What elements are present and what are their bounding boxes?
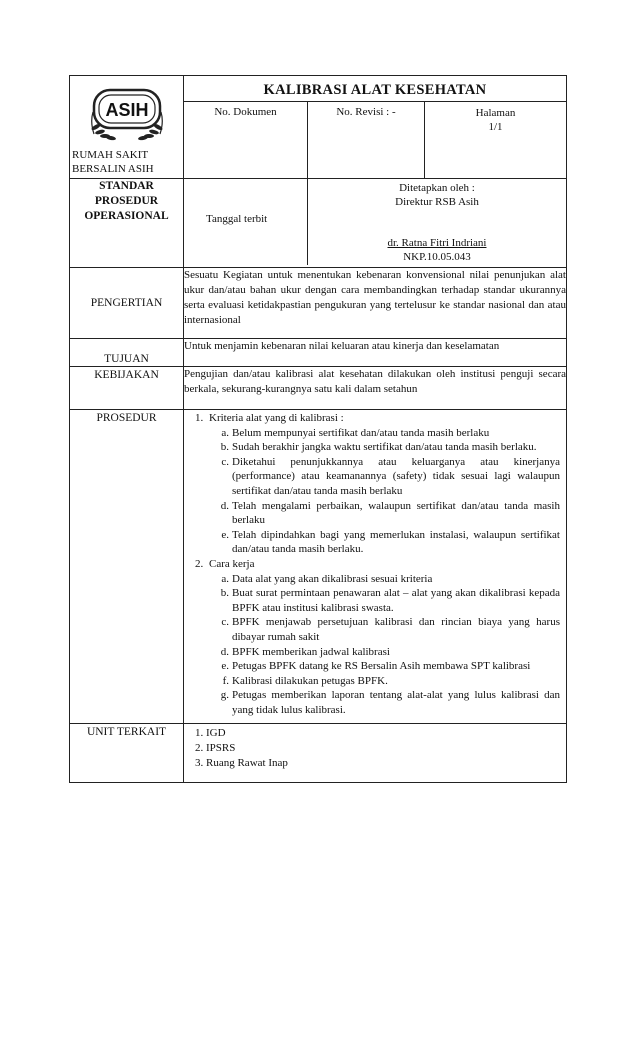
revision-label: No. Revisi : - bbox=[307, 102, 424, 178]
kebijakan-label: KEBIJAKAN bbox=[70, 367, 184, 410]
sop-table bbox=[69, 75, 567, 783]
approval-cell bbox=[184, 179, 567, 268]
tujuan-label: TUJUAN bbox=[70, 339, 184, 367]
step-item bbox=[209, 528, 560, 557]
item-marker: e. bbox=[221, 528, 229, 541]
unit-item: 2. IPSRS bbox=[206, 741, 560, 756]
issued-date-label: Tanggal terbit bbox=[206, 213, 268, 225]
svg-text:ASIH: ASIH bbox=[105, 100, 149, 120]
approval-block bbox=[307, 179, 566, 265]
item-marker: c. bbox=[221, 616, 229, 629]
item-text: Sudah berakhir jangka waktu sertifikat dan/atau tanda masih berlaku. bbox=[232, 441, 537, 454]
signer-nkp: NKP.10.05.043 bbox=[403, 251, 471, 263]
step-items bbox=[209, 572, 560, 718]
sop-label-cell bbox=[70, 179, 184, 268]
item-marker: d. bbox=[220, 645, 229, 658]
org-line-2: BERSALIN ASIH bbox=[72, 163, 154, 175]
step-item bbox=[209, 499, 560, 528]
sop-label-line-2: PROSEDUR bbox=[94, 195, 159, 207]
step-item bbox=[209, 455, 560, 499]
step-title: 2. Cara kerja bbox=[209, 557, 255, 570]
item-marker: e. bbox=[221, 660, 229, 673]
sop-label-line-3: OPERASIONAL bbox=[84, 210, 169, 222]
page-label: Halaman bbox=[475, 107, 516, 119]
step-title: 1. Kriteria alat yang di kalibrasi : bbox=[209, 412, 344, 424]
step-item bbox=[209, 572, 560, 587]
title-cell bbox=[184, 76, 567, 179]
pengertian-label: PENGERTIAN bbox=[70, 268, 184, 339]
sop-document bbox=[69, 75, 567, 783]
item-text: Belum mempunyai sertifikat dan/atau tanda masih berlaku bbox=[232, 426, 490, 439]
item-text: Diketahui penunjukkannya atau keluarganya atau kinerjanya (performance) atau keamanannya (safety) tidak sesuai lagi walaupun sertifikat dan/atau tanda masih berlaku bbox=[232, 455, 560, 497]
asih-logo-icon bbox=[84, 82, 170, 142]
hospital-name bbox=[70, 148, 183, 176]
item-marker: c. bbox=[221, 455, 229, 468]
step-item bbox=[209, 645, 560, 660]
doc-number-label: No. Dokumen bbox=[214, 106, 277, 118]
item-text: Data alat yang akan dikalibrasi sesuai kriteria bbox=[232, 572, 433, 585]
unit-list bbox=[184, 724, 566, 776]
prosedur-step bbox=[206, 411, 560, 557]
hospital-identity-cell bbox=[70, 76, 184, 179]
document-meta-row bbox=[184, 101, 566, 178]
step-item bbox=[209, 659, 560, 674]
unit-label: UNIT TERKAIT bbox=[70, 724, 184, 783]
step-item bbox=[209, 440, 560, 455]
prosedur-label: PROSEDUR bbox=[70, 410, 184, 724]
item-marker: b. bbox=[220, 587, 229, 600]
item-text: Buat surat permintaan penawaran alat – alat yang akan dikalibrasi kepada BPFK atau institusi kalibrasi swasta. bbox=[232, 587, 560, 614]
unit-item: 3. Ruang Rawat Inap bbox=[206, 756, 560, 771]
step-item bbox=[209, 688, 560, 717]
signature-block bbox=[308, 236, 566, 264]
item-marker: a. bbox=[221, 572, 229, 585]
item-text: Telah mengalami perbaikan, walaupun sertifikat dan/atau tanda masih berlaku bbox=[232, 499, 560, 527]
hospital-logo bbox=[84, 82, 170, 142]
kebijakan-text: Pengujian dan/atau kalibrasi alat kesehatan dilakukan oleh institusi penguji secara berkala, sekurang-kurangnya satu kali dalam setahun bbox=[184, 367, 567, 410]
step-item bbox=[209, 426, 560, 441]
item-marker: a. bbox=[221, 426, 229, 439]
step-items bbox=[209, 426, 560, 557]
prosedur-content bbox=[184, 410, 567, 724]
item-marker: d. bbox=[220, 499, 229, 512]
tujuan-text: Untuk menjamin kebenaran nilai keluaran atau kinerja dan keselamatan bbox=[184, 339, 567, 367]
approver-role: Direktur RSB Asih bbox=[395, 196, 479, 208]
step-item bbox=[209, 586, 560, 615]
sop-label-line-1: STANDAR bbox=[99, 180, 154, 192]
pengertian-text: Sesuatu Kegiatan untuk menentukan kebenaran konvensional nilai penunjukan alat ukur dan/atau bahan ukur dengan cara membandingkan terhadap standar ukurannya serta evaluasi ketidakpastian pengukuran yang tertelusur ke standar nasional dan atau internasional bbox=[184, 268, 567, 339]
unit-item: 1. IGD bbox=[206, 726, 560, 741]
document-title: KALIBRASI ALAT KESEHATAN bbox=[263, 82, 487, 98]
item-marker: b. bbox=[220, 441, 229, 454]
item-text: BPFK memberikan jadwal kalibrasi bbox=[232, 645, 390, 658]
prosedur-step bbox=[206, 557, 560, 718]
page-info bbox=[424, 102, 566, 178]
prosedur-steps bbox=[184, 411, 566, 723]
item-text: Petugas memberikan laporan tentang alat-alat yang lulus kalibrasi dan yang tidak lulus kalibrasi. bbox=[232, 689, 560, 716]
item-text: Kalibrasi dilakukan petugas BPFK. bbox=[232, 674, 388, 687]
item-text: Petugas BPFK datang ke RS Bersalin Asih membawa SPT kalibrasi bbox=[232, 660, 531, 673]
step-item bbox=[209, 674, 560, 689]
item-text: Telah dipindahkan bagi yang memerlukan instalasi, walaupun sertifikat dan/atau tanda masih berlaku. bbox=[232, 528, 560, 556]
item-text: BPFK menjawab persetujuan kalibrasi dan rincian biaya yang harus dibayar rumah sakit bbox=[232, 616, 560, 643]
item-marker: f. bbox=[222, 674, 229, 687]
unit-content bbox=[184, 724, 567, 783]
page-value: 1/1 bbox=[488, 121, 503, 133]
item-marker: g. bbox=[220, 689, 229, 702]
step-item bbox=[209, 615, 560, 644]
set-by-label: Ditetapkan oleh : bbox=[399, 182, 475, 194]
signer-name: dr. Ratna Fitri Indriani bbox=[387, 237, 487, 249]
org-line-1: RUMAH SAKIT bbox=[72, 149, 149, 161]
